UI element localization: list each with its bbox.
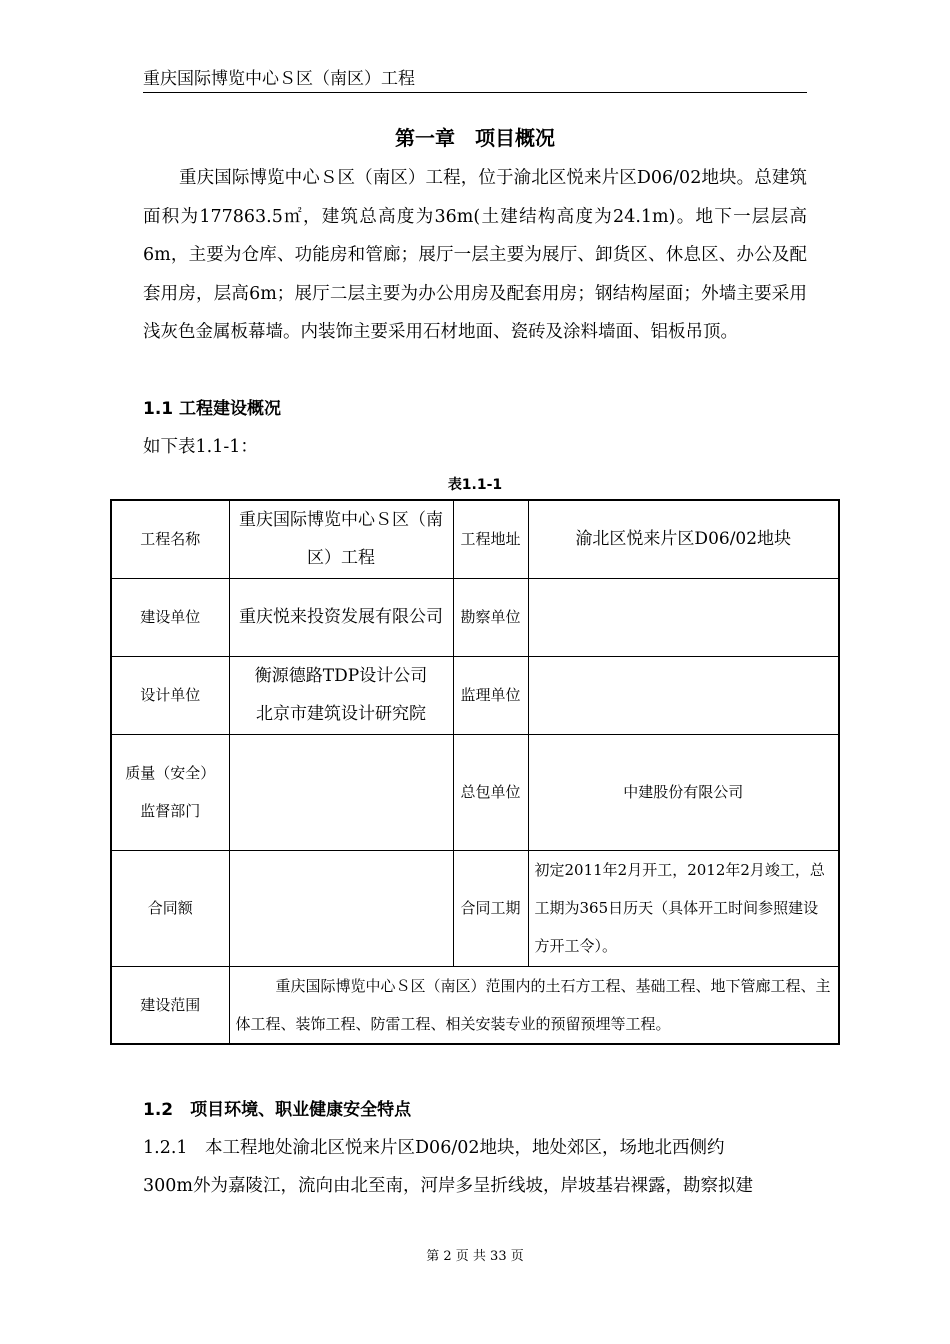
value-quality-supervision [229, 734, 453, 850]
label-project-address: 工程地址 [453, 500, 528, 578]
label-design-unit: 设计单位 [111, 656, 229, 734]
table-row [111, 578, 839, 656]
value-contract-amount [229, 850, 453, 966]
label-contract-period: 合同工期 [453, 850, 528, 966]
value-survey-unit [528, 578, 839, 656]
label-project-name: 工程名称 [111, 500, 229, 578]
label-quality-supervision: 质量（安全）监督部门 [111, 734, 229, 850]
section-1-1-heading: 1.1 工程建设概况 [143, 399, 282, 419]
table-row [111, 734, 839, 850]
value-project-address: 渝北区悦来片区D06/02地块 [528, 500, 839, 578]
value-project-name: 重庆国际博览中心Ｓ区（南区）工程 [229, 500, 453, 578]
page-number-footer: 第 2 页 共 33 页 [426, 1249, 524, 1264]
value-design-unit [229, 656, 453, 734]
header-title: 重庆国际博览中心Ｓ区（南区）工程 [143, 69, 415, 89]
section-1-2-line-2: 300m外为嘉陵江，流向由北至南，河岸多呈折线坡，岸坡基岩裸露，勘察拟建 [143, 1176, 753, 1196]
intro-paragraph: 重庆国际博览中心Ｓ区（南区）工程，位于渝北区悦来片区D06/02地块。总建筑面积为177863.5㎡，建筑总高度为36m(土建结构高度为24.1m)。地下一层层高6m，主要为仓库、功能房和管廊；展厅一层主要为展厅、卸货区、休息区、办公及配套用房，层高6m；展厅二层主要为办公用房及配套用房；钢结构屋面；外墙主要采用浅灰色金属板幕墙。内装饰主要采用石材地面、瓷砖及涂料墙面、铝板吊顶。 [143, 168, 807, 343]
table-caption: 表1.1-1 [447, 477, 503, 493]
label-general-contractor: 总包单位 [453, 734, 528, 850]
label-owner: 建设单位 [111, 578, 229, 656]
table-row [111, 500, 839, 578]
table-row [111, 656, 839, 734]
value-construction-scope: 重庆国际博览中心Ｓ区（南区）范围内的土石方工程、基础工程、地下管廊工程、主体工程、装饰工程、防雷工程、相关安装专业的预留预埋等工程。 [229, 966, 839, 1044]
value-owner: 重庆悦来投资发展有限公司 [229, 578, 453, 656]
value-general-contractor: 中建股份有限公司 [528, 734, 839, 850]
label-contract-amount: 合同额 [111, 850, 229, 966]
design-unit-line-2: 北京市建筑设计研究院 [256, 704, 426, 724]
value-contract-period: 初定2011年2月开工，2012年2月竣工，总工期为365日历天（具体开工时间参照建设方开工令）。 [528, 850, 839, 966]
label-construction-scope: 建设范围 [111, 966, 229, 1044]
design-unit-line-1: 衡源德路TDP设计公司 [254, 666, 428, 686]
section-1-2-heading: 1.2 项目环境、职业健康安全特点 [143, 1100, 412, 1120]
label-supervision-unit: 监理单位 [453, 656, 528, 734]
label-survey-unit: 勘察单位 [453, 578, 528, 656]
table-row [111, 850, 839, 966]
project-info-table [110, 499, 840, 1045]
page-header [143, 66, 807, 93]
table-lead-text: 如下表1.1-1： [143, 437, 258, 457]
chapter-title: 第一章 项目概况 [395, 126, 555, 150]
value-supervision-unit [528, 656, 839, 734]
table-row [111, 966, 839, 1044]
section-1-2-line-1: 1.2.1 本工程地处渝北区悦来片区D06/02地块，地处郊区，场地北西侧约 [143, 1138, 725, 1158]
